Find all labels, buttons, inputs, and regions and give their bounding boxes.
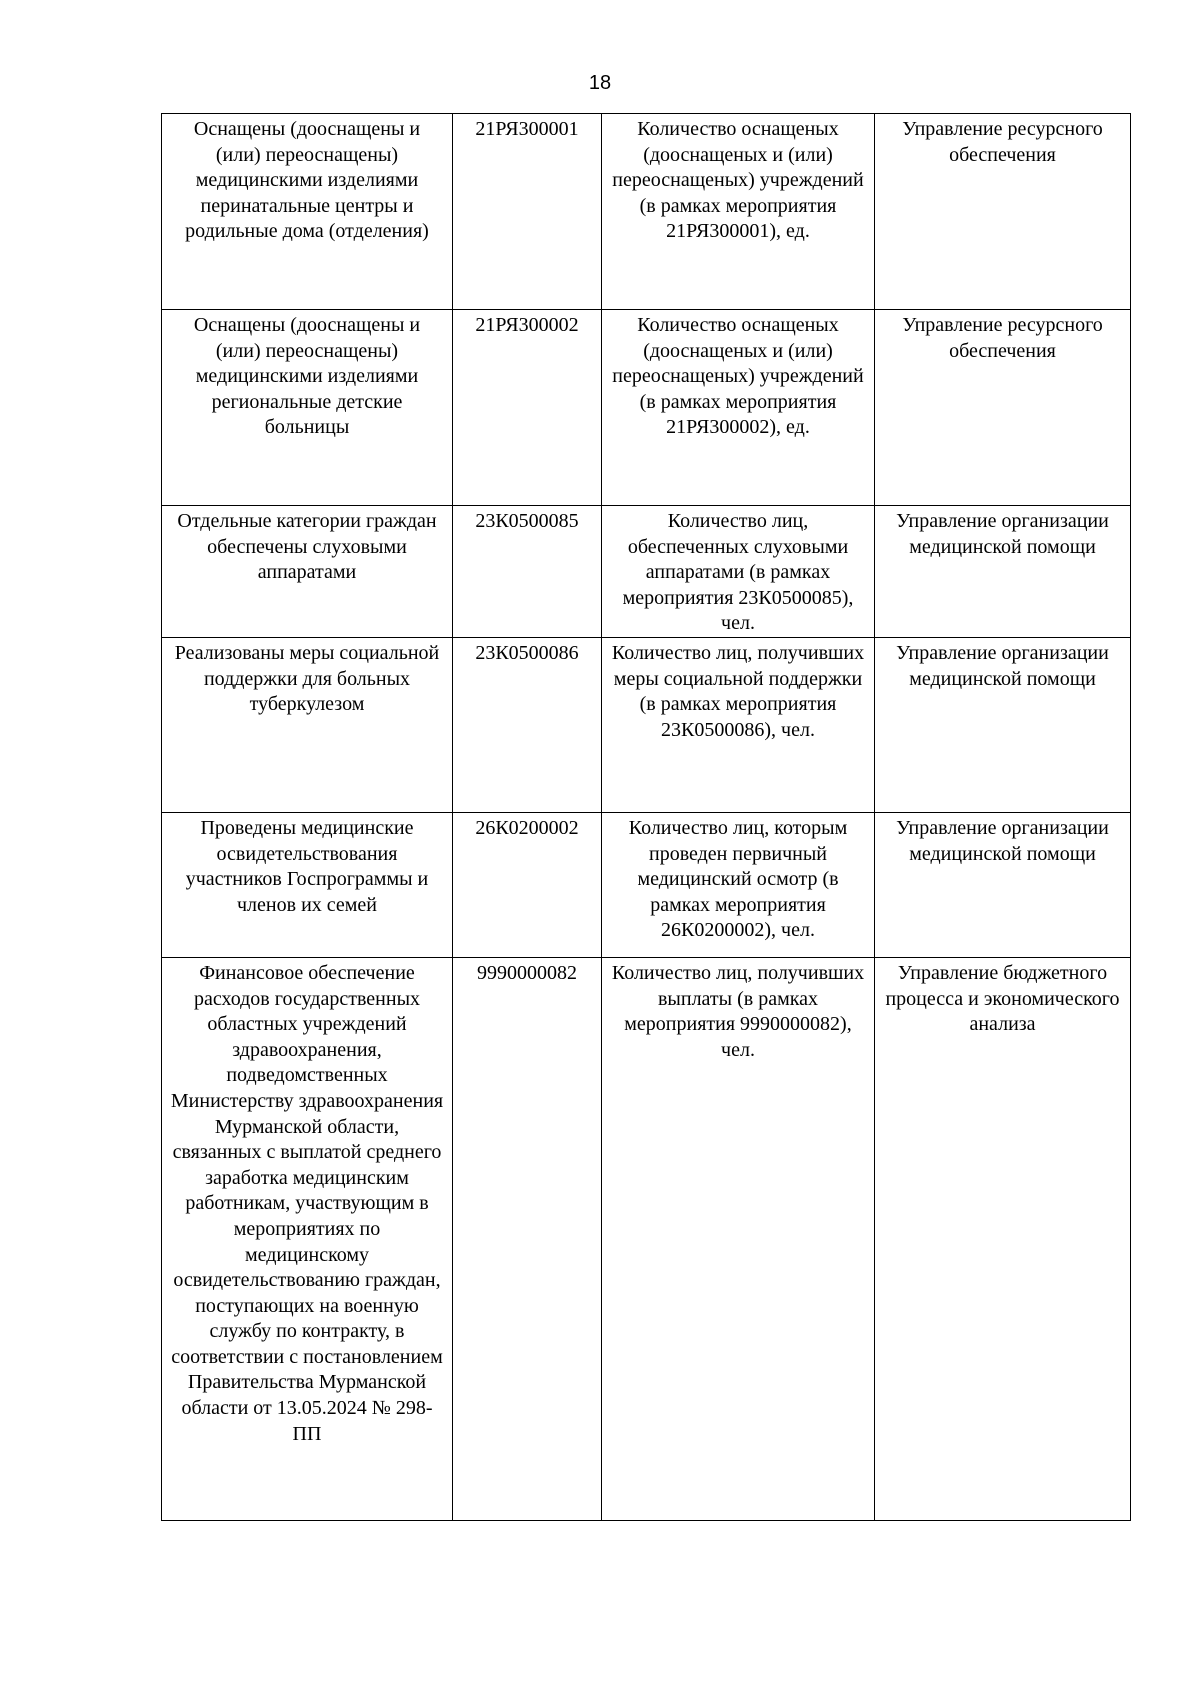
responsible-cell: Управление ресурсного обеспечения (875, 310, 1131, 506)
result-cell: Оснащены (дооснащены и (или) переоснащены) медицинскими изделиями региональные детские больницы (162, 310, 453, 506)
code-cell: 23К0500085 (453, 506, 602, 638)
measures-table (161, 113, 1131, 1521)
code-cell: 9990000082 (453, 957, 602, 1520)
code-cell: 23К0500086 (453, 637, 602, 812)
indicator-cell: Количество лиц, получивших выплаты (в рамках мероприятия 9990000082), чел. (602, 957, 875, 1520)
responsible-cell: Управление организации медицинской помощи (875, 506, 1131, 638)
indicator-cell: Количество оснащеных (дооснащеных и (или) переоснащеных) учреждений (в рамках мероприятия 21РЯ300002), ед. (602, 310, 875, 506)
table-row (162, 637, 1131, 812)
indicator-cell: Количество лиц, обеспеченных слуховыми аппаратами (в рамках мероприятия 23К0500085), чел. (602, 506, 875, 638)
indicator-cell: Количество лиц, которым проведен первичный медицинский осмотр (в рамках мероприятия 26К0200002), чел. (602, 812, 875, 957)
table-row (162, 957, 1131, 1520)
result-cell: Отдельные категории граждан обеспечены слуховыми аппаратами (162, 506, 453, 638)
result-cell: Финансовое обеспечение расходов государственных областных учреждений здравоохранения, подведомственных Министерству здравоохранения Мурманской области, связанных с выплатой среднего заработка медицинским работникам, участвующим в мероприятиях по медицинскому освидетельствованию граждан, поступающих на военную службу по контракту, в соответствии с постановлением Правительства Мурманской области от 13.05.2024 № 298-ПП (162, 957, 453, 1520)
indicator-cell: Количество оснащеных (дооснащеных и (или) переоснащеных) учреждений (в рамках мероприятия 21РЯ300001), ед. (602, 114, 875, 310)
responsible-cell: Управление бюджетного процесса и экономического анализа (875, 957, 1131, 1520)
responsible-cell: Управление организации медицинской помощи (875, 637, 1131, 812)
responsible-cell: Управление ресурсного обеспечения (875, 114, 1131, 310)
code-cell: 21РЯ300002 (453, 310, 602, 506)
indicator-cell: Количество лиц, получивших меры социальной поддержки (в рамках мероприятия 23К0500086), чел. (602, 637, 875, 812)
page-number: 18 (588, 72, 612, 94)
result-cell: Проведены медицинские освидетельствования участников Госпрограммы и членов их семей (162, 812, 453, 957)
table-row (162, 310, 1131, 506)
code-cell: 21РЯ300001 (453, 114, 602, 310)
result-cell: Оснащены (дооснащены и (или) переоснащены) медицинскими изделиями перинатальные центры и родильные дома (отделения) (162, 114, 453, 310)
responsible-cell: Управление организации медицинской помощи (875, 812, 1131, 957)
result-cell: Реализованы меры социальной поддержки для больных туберкулезом (162, 637, 453, 812)
table-row (162, 114, 1131, 310)
table-row (162, 812, 1131, 957)
code-cell: 26К0200002 (453, 812, 602, 957)
table-row (162, 506, 1131, 638)
